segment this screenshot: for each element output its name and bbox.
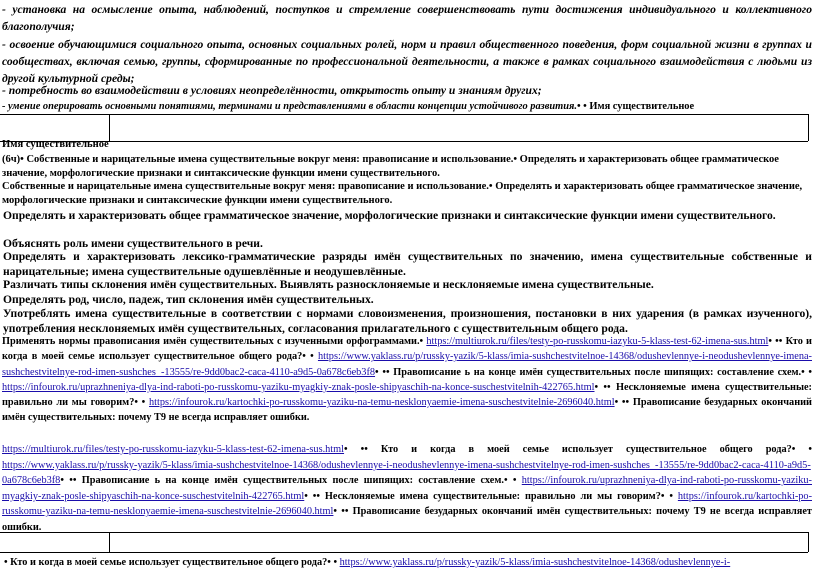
res1-text-5: • •• Правописание безударных окончаний имён существительных: почему Т9 не всегда исправляет ошибки. [2,397,812,424]
bottom-line [4,556,812,570]
table-rule [0,114,808,115]
topic-title: Имя существительное [2,139,109,150]
goal-4-row [2,100,812,114]
activity-4: Различать типы склонения имён существительных. Выявлять разносклоняемые и несклоняемые имена существительные. [3,278,654,291]
repeat-line: Собственные и нарицательные имена существительные вокруг меня: правописание и использование.• Определять и характеризовать общее грамматическое значение, морфологические признаки и синтаксические функции имени существительного. [2,181,803,206]
table-cell-empty-bottom [109,532,809,552]
res1-link-infourok-2[interactable]: https://infourok.ru/kartochki-po-russkomu-yaziku-na-temu-nesklonyaemie-imena-suschestvitelnie-2696040.html [149,397,615,409]
bottom-link-yaklass[interactable]: https://www.yaklass.ru/p/russky-yazik/5-klass/imia-sushchestvitelnoe-14368/odushevlennye-i- [339,557,731,568]
res2-link-infourok-1[interactable]: https://infourok.ru/uprazhneniya-dlya-ind-raboti-po-russkomu-yaziku-myagkiy-znak-posle-shipyaschih-na-konce-suschestvitelnih-422765.html [2,475,812,502]
table-rule [0,552,808,553]
res2-link-multiurok[interactable]: https://multiurok.ru/files/testy-po-russkomu-iazyku-5-klass-test-62-imena-sus.html [2,444,345,455]
res1-text-4: • •• Несклоняемые имена существительные: правильно ли мы говорим?• • [2,381,812,409]
activity-1: Определять и характеризовать общее грамматическое значение, морфологические признаки и синтаксические функции имени существительного. [3,209,776,222]
goal-4: - умение оперировать основными понятиями, терминами и представлениями в области концепции устойчивого развития. [2,101,577,112]
res1-text-1: Применять нормы правописания имён существительных с изученными орфограммами.• [2,336,427,347]
goal-3: - потребность во взаимодействии в условиях неопределённости, открытость опыту и знаниям других; [2,84,542,97]
activity-5: Определять род, число, падеж, тип склонения имён существительных. [3,293,374,306]
res1-link-multiurok[interactable]: https://multiurok.ru/files/testy-po-russkomu-iazyku-5-klass-test-62-imena-sus.html [426,336,769,347]
res1-text-3: • •• Правописание ь на конце имён существительных после шипящих: составление схем.• • [375,366,812,378]
activity-2: Объяснять роль имени существительного в речи. [3,237,263,250]
activity-6: Употреблять имена существительные в соответствии с нормами словоизменения, произношения, постановки в них ударения (в рамках изученного), употребления несклоняемых имён существительных, согласования прилагательного с существительным общего рода. [3,307,812,335]
res2-text-2: • •• Правописание ь на конце имён существительных после шипящих: составление схем.• • [60,475,522,487]
res2-text-1: • •• Кто и когда в моей семье использует существительное общего рода?• • [344,444,812,455]
res2-text-4: • •• Правописание безударных окончаний имён существительных: почему Т9 не всегда исправляет ошибки. [2,506,812,533]
bottom-text: • Кто и когда в моей семье использует существительное общего рода?• • [4,557,340,568]
res1-link-yaklass[interactable]: https://www.yaklass.ru/p/russky-yazik/5-klass/imia-sushchestvitelnoe-14368/odushevlennye-i-neodushevlennye-imena-sushchestvitelnye-rod-imen-sushches_-13555/re-9dd0bac2-caca-4110-a9d5-0a678c6eb3f8 [2,351,812,378]
hours-line: (6ч)• Собственные и нарицательные имена существительные вокруг меня: правописание и использование.• Определять и характеризовать общее грамматическое значение, морфологические признаки и синтаксические функции имени существительного. [2,154,779,179]
table-cell-empty-top [109,114,809,141]
goal-2: - освоение обучающимися социального опыта, основных социальных ролей, норм и правил общественного поведения, форм социальной жизни в группах и сообществах, включая семью, группы, сформированные по профессиональной деятельности, а также в рамках социального взаимодействия с людьми из другой культурной среды; [2,38,812,85]
res1-text-2: • •• Кто и когда в моей семье использует существительное общего рода?• • [2,336,812,363]
topic-tail: • • Имя существительное [576,101,695,112]
res2-link-infourok-2[interactable]: https://infourok.ru/kartochki-po-russkomu-yaziku-na-temu-nesklonyaemie-imena-suschestvitelnie-2696040.html [2,490,812,518]
res2-link-yaklass[interactable]: https://www.yaklass.ru/p/russky-yazik/5-klass/imia-sushchestvitelnoe-14368/odushevlennye-i-neodushevlennye-imena-sushchestvitelnye-rod-imen-sushches_-13555/re-9dd0bac2-caca-4110-a9d5-0a678c6eb3f8 [2,459,811,487]
resources-1 [2,334,812,426]
activity-3: Определять и характеризовать лексико-грамматические разряды имён существительных по значению, имена существительные собственные и нарицательные; имена существительные одушевлённые и неодушевлённые. [3,250,812,278]
resources-2 [2,442,812,536]
res1-link-infourok-1[interactable]: https://infourok.ru/uprazhneniya-dlya-ind-raboti-po-russkomu-yaziku-myagkiy-znak-posle-shipyaschih-na-konce-suschestvitelnih-422765.html [2,381,595,393]
res2-text-3: • •• Несклоняемые имена существительные: правильно ли мы говорим?• • [304,490,678,502]
goal-1: - установка на осмысление опыта, наблюдений, поступков и стремление совершенствовать пути достижения индивидуального и коллективного благополучия; [2,3,812,33]
